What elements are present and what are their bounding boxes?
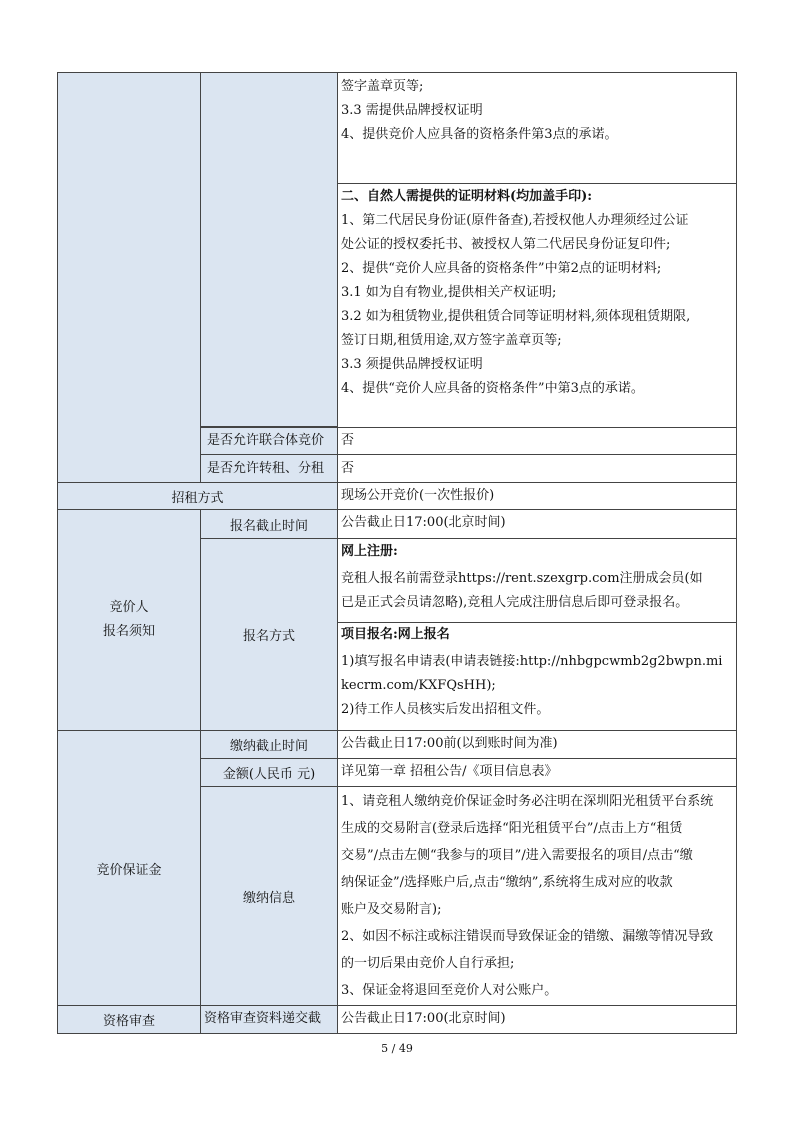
registration-deadline-value: 公告截止日17:00(北京时间) <box>337 509 737 539</box>
registration-section-label <box>57 509 201 731</box>
text-line: 2、提供“竞价人应具备的资格条件”中第2点的证明材料; <box>341 261 662 276</box>
project-registration-cell <box>337 622 737 731</box>
text-line: 1、请竞租人缴纳竞价保证金时务必注明在深圳阳光租赁平台系统 <box>341 794 714 809</box>
text-line: 4、提供“竞价人应具备的资格条件”中第3点的承诺。 <box>341 381 644 396</box>
natural-person-materials-cell <box>337 183 737 428</box>
text-line: 签字盖章页等; <box>341 79 424 94</box>
deposit-info-label: 缴纳信息 <box>200 786 338 1006</box>
text-line: 2、如因不标注或标注错误而导致保证金的错缴、漏缴等情况导致 <box>341 929 714 944</box>
registration-method-label: 报名方式 <box>200 538 338 731</box>
registration-deadline-label: 报名截止时间 <box>200 509 338 539</box>
sublease-value: 否 <box>337 454 737 483</box>
text-line: 3、保证金将退回至竞价人对公账户。 <box>341 983 558 998</box>
registration-label-line: 竞价人 <box>109 600 149 615</box>
rent-method-label: 招租方式 <box>57 482 338 510</box>
text-line: kecrm.com/KXFQsHH); <box>341 678 496 693</box>
online-registration-cell <box>337 538 737 623</box>
section-heading: 二、自然人需提供的证明材料(均加盖手印): <box>341 189 593 204</box>
text-line: 2)待工作人员核实后发出招租文件。 <box>341 702 550 717</box>
deposit-amount-value: 详见第一章 招租公告/《项目信息表》 <box>337 758 737 787</box>
text-line: 账户及交易附言); <box>341 902 442 917</box>
deposit-deadline-label: 缴纳截止时间 <box>200 730 338 759</box>
text-line: 3.3 须提供品牌授权证明 <box>341 357 483 372</box>
text-line: 竞租人报名前需登录https://rent.szexgrp.com注册成会员(如 <box>341 571 703 586</box>
text-line: 签订日期,租赁用途,双方签字盖章页等; <box>341 333 562 348</box>
legal-entity-materials-cell <box>337 72 737 184</box>
consortium-value: 否 <box>337 427 737 455</box>
registration-label-line: 报名须知 <box>102 624 155 639</box>
deposit-amount-label: 金额(人民币 元) <box>200 758 338 787</box>
qualification-sub-label: 资格审查资料递交截 <box>200 1005 338 1034</box>
text-line: 1、第二代居民身份证(原件备查),若授权他人办理须经过公证 <box>341 213 689 228</box>
page-number: 5 / 49 <box>381 1042 413 1055</box>
deposit-deadline-value: 公告截止日17:00前(以到账时间为准) <box>337 730 737 759</box>
qualification-value: 公告截止日17:00(北京时间) <box>337 1005 737 1034</box>
subheader-continuation <box>200 72 338 427</box>
rent-method-value: 现场公开竞价(一次性报价) <box>337 482 737 510</box>
text-line: 已是正式会员请忽略),竞租人完成注册信息后即可登录报名。 <box>341 595 689 610</box>
text-line: 3.1 如为自有物业,提供相关产权证明; <box>341 285 557 300</box>
section-heading: 网上注册: <box>341 544 398 559</box>
deposit-info-cell <box>337 786 737 1006</box>
text-line: 交易”/点击左侧“我参与的项目”/进入需要报名的项目/点击“缴 <box>341 848 693 863</box>
text-line: 4、提供竞价人应具备的资格条件第3点的承诺。 <box>341 127 618 142</box>
text-line: 纳保证金”/选择账户后,点击“缴纳”,系统将生成对应的收款 <box>341 875 673 890</box>
text-line: 生成的交易附言(登录后选择“阳光租赁平台”/点击上方“租赁 <box>341 821 683 836</box>
text-line: 1)填写报名申请表(申请表链接:http://nhbgpcwmb2g2bwpn.mi <box>341 654 723 669</box>
sublease-label: 是否允许转租、分租 <box>200 454 338 483</box>
deposit-section-label: 竞价保证金 <box>57 730 201 1006</box>
text-line: 的一切后果由竞价人自行承担; <box>341 956 515 971</box>
section-heading: 项目报名:网上报名 <box>341 627 450 642</box>
text-line: 3.3 需提供品牌授权证明 <box>341 103 483 118</box>
left-header-continuation <box>57 72 201 483</box>
text-line: 3.2 如为租赁物业,提供租赁合同等证明材料,须体现租赁期限, <box>341 309 691 324</box>
text-line: 处公证的授权委托书、被授权人第二代居民身份证复印件; <box>341 237 671 252</box>
qualification-label: 资格审查 <box>57 1005 201 1034</box>
consortium-label: 是否允许联合体竞价 <box>200 427 338 455</box>
